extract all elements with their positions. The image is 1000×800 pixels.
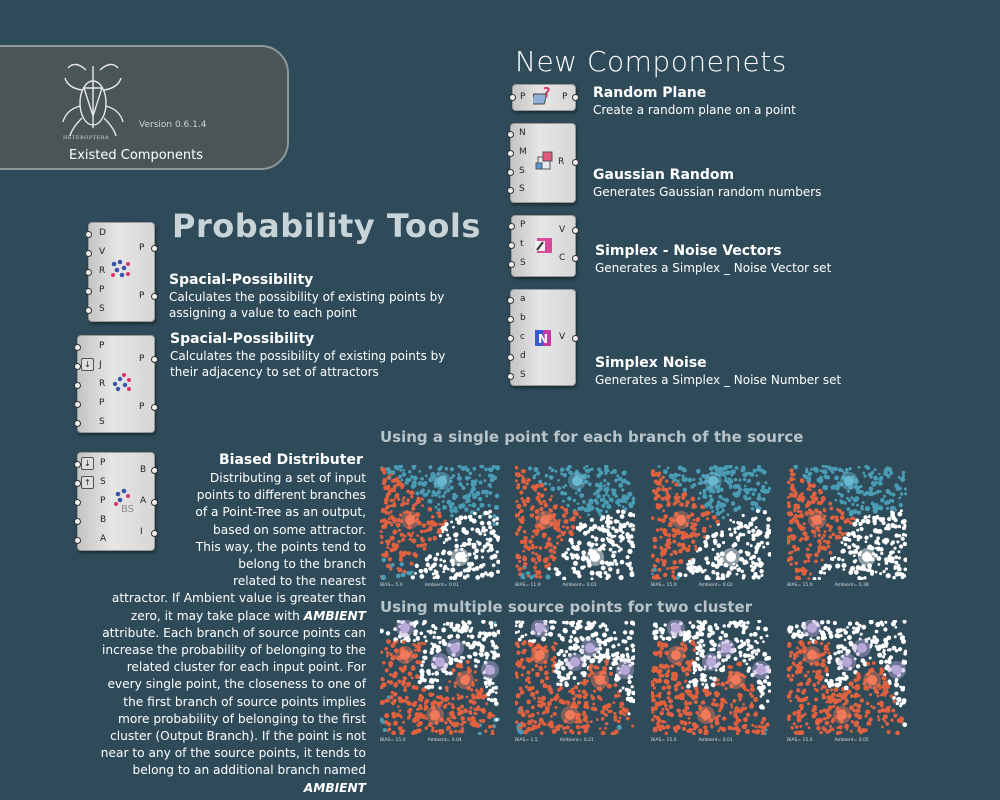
input-pin[interactable] <box>507 150 514 157</box>
simplex-noise-icon <box>532 327 554 349</box>
input-port: P <box>520 92 526 102</box>
input-pin[interactable] <box>507 131 514 138</box>
input-port: t <box>520 239 524 249</box>
input-port: S <box>519 166 525 176</box>
graft-toggle-icon[interactable]: ↑ <box>81 476 94 489</box>
simplex-noise-component[interactable] <box>510 289 576 386</box>
output-port: C <box>559 253 566 263</box>
input-port: S <box>99 417 105 427</box>
bias-value: BIAS= 15.0 <box>651 583 677 588</box>
spacial-possibility-desc-2b: their adjacency to set of attractors <box>170 365 379 379</box>
output-port: P <box>139 243 145 253</box>
input-port: b <box>520 313 526 323</box>
input-port: P <box>520 220 526 230</box>
input-pin[interactable] <box>74 461 81 468</box>
input-pin[interactable] <box>507 354 514 361</box>
desc-line: every single point, the closeness to one of <box>107 677 366 692</box>
probability-tools-heading: Probability Tools <box>172 207 481 245</box>
spacial-possibility-desc-1a: Calculates the possibility of existing points by <box>169 290 445 304</box>
input-port: P <box>100 496 106 506</box>
random-plane-component[interactable] <box>512 84 576 111</box>
input-pin[interactable] <box>85 288 92 295</box>
output-port: B <box>140 465 147 475</box>
desc-line-text: zero, it may take place with <box>130 608 304 623</box>
input-pin[interactable] <box>508 242 515 249</box>
bias-value: BIAS= 15.0 <box>787 738 813 743</box>
desc-line: belong to the branch <box>238 557 366 572</box>
simplex-vectors-desc: Generates a Simplex _ Noise Vector set <box>595 261 832 275</box>
spacial-possibility-desc-2a: Calculates the possibility of existing points by <box>170 349 446 363</box>
desc-line <box>66 780 366 797</box>
input-port: S <box>519 184 525 194</box>
single-caption-4 <box>787 583 869 588</box>
simplex-noise-vectors-component[interactable] <box>511 215 576 277</box>
output-port: I <box>140 527 143 537</box>
random-plane-title: Random Plane <box>593 85 707 101</box>
desc-line: near to any of the source points, it tends to <box>100 746 366 761</box>
multiple-dot-panel-1 <box>380 620 500 735</box>
new-components-heading: New Componenets <box>515 45 787 78</box>
desc-line: This way, the points tend to <box>195 539 366 554</box>
single-dot-panel-2 <box>515 465 635 580</box>
ambient-value: Ambient= 0.05 <box>834 738 869 743</box>
bias-value: BIAS= 5.0 <box>380 583 403 588</box>
simplex-noise-desc: Generates a Simplex _ Noise Number set <box>595 373 842 387</box>
ambient-value: Ambient= 0.01 <box>698 738 733 743</box>
gaussian-dice-icon <box>533 149 557 173</box>
desc-line: attractor. If Ambient value is greater than <box>111 591 366 606</box>
input-pin[interactable] <box>74 401 81 408</box>
input-port: A <box>100 534 107 544</box>
input-pin[interactable] <box>74 344 81 351</box>
input-pin[interactable] <box>74 363 81 370</box>
bias-value: BIAS= 15.0 <box>787 583 813 588</box>
input-pin[interactable] <box>508 223 515 230</box>
spacial-possibility-desc-1b: assigning a value to each point <box>169 306 357 320</box>
input-pin[interactable] <box>85 307 92 314</box>
input-pin[interactable] <box>507 316 514 323</box>
multiple-caption-2 <box>515 738 594 743</box>
output-pin[interactable] <box>151 245 158 252</box>
ambient-value: Ambient= 0.01 <box>562 583 597 588</box>
biased-icon-text: BS <box>121 504 135 515</box>
output-port: P <box>139 291 145 301</box>
biased-distributer-description <box>66 470 366 797</box>
input-pin[interactable] <box>74 382 81 389</box>
simplex-vector-icon <box>533 235 555 257</box>
input-port: P <box>99 398 105 408</box>
attractor-points-icon <box>110 370 134 394</box>
output-pin[interactable] <box>151 404 158 411</box>
output-pin[interactable] <box>572 335 579 342</box>
gaussian-random-desc: Generates Gaussian random numbers <box>593 185 822 199</box>
input-port: c <box>520 332 525 342</box>
ambient-value: Ambient= 0.38 <box>834 583 869 588</box>
input-port: S <box>520 258 526 268</box>
output-port: P <box>139 354 145 364</box>
multiple-points-section-title: Using multiple source points for two cluster <box>380 598 753 616</box>
spacial-possibility-component-2[interactable] <box>77 335 155 433</box>
flatten-toggle-icon[interactable]: ↓ <box>81 457 94 470</box>
multiple-dot-panel-4 <box>787 620 907 735</box>
input-port: J <box>99 360 102 370</box>
heteroptera-bug-logo-icon <box>60 58 126 136</box>
points-cluster-icon <box>108 256 134 282</box>
desc-line: points to different branches <box>196 488 366 503</box>
multiple-dot-panel-3 <box>651 620 771 735</box>
multiple-caption-3 <box>651 738 733 743</box>
input-port: S <box>99 304 105 314</box>
desc-line: of a Point-Tree as an output, <box>195 505 366 520</box>
desc-line: cluster (Output Branch). If the point is not <box>110 729 366 744</box>
bias-value: BIAS= 15.0 <box>380 738 406 743</box>
desc-line: Distributing a set of input <box>209 471 366 485</box>
existed-components-link[interactable]: Existed Components <box>69 148 204 163</box>
single-dot-panel-4 <box>787 465 907 580</box>
input-port: P <box>99 285 105 295</box>
logo-text: HETEROPTERA <box>63 135 110 141</box>
ambient-value: Ambient= 0.01 <box>424 583 459 588</box>
input-port: B <box>100 515 107 525</box>
output-pin[interactable] <box>572 94 579 101</box>
input-pin[interactable] <box>85 269 92 276</box>
ambient-emphasis: AMBIENT <box>303 608 366 623</box>
input-port: S <box>520 370 526 380</box>
svg-text:N: N <box>538 332 549 346</box>
input-port: N <box>519 128 526 138</box>
svg-text:?: ? <box>543 86 551 101</box>
input-pin[interactable] <box>507 297 514 304</box>
random-plane-desc: Create a random plane on a point <box>593 103 796 117</box>
output-pin[interactable] <box>151 293 158 300</box>
biased-distributer-title: Biased Distributer <box>219 452 363 468</box>
simplex-noise-title: Simplex Noise <box>595 355 707 371</box>
bias-value: BIAS= 1.5 <box>515 738 538 743</box>
ambient-emphasis: AMBIENT <box>303 780 366 795</box>
single-dot-panel-3 <box>651 465 771 580</box>
output-port: R <box>558 157 565 167</box>
output-pin[interactable] <box>572 159 579 166</box>
desc-line: increase the probability of belonging to the <box>101 643 366 658</box>
desc-line: belong to an additional branch named <box>132 763 366 778</box>
ambient-value: Ambient= 0.04 <box>427 738 462 743</box>
input-pin[interactable] <box>507 373 514 380</box>
input-port: P <box>100 458 106 468</box>
input-port: R <box>99 266 106 276</box>
input-pin[interactable] <box>507 187 514 194</box>
simplex-vectors-title: Simplex - Noise Vectors <box>595 243 782 259</box>
input-pin[interactable] <box>85 250 92 257</box>
gaussian-random-component[interactable] <box>510 123 576 203</box>
flatten-toggle-icon[interactable]: ↓ <box>81 358 94 371</box>
input-pin[interactable] <box>509 94 516 101</box>
desc-line: based on some attractor. <box>213 522 366 537</box>
desc-line: related to the nearest <box>232 574 366 589</box>
output-port: V <box>559 225 566 235</box>
gaussian-random-title: Gaussian Random <box>593 167 735 183</box>
version-label: Version 0.6.1.4 <box>139 120 207 130</box>
output-port: P <box>562 92 568 102</box>
bias-value: BIAS= 11.9 <box>515 583 541 588</box>
output-port: A <box>140 496 147 506</box>
input-port: P <box>99 341 105 351</box>
ambient-value: Ambient= 0.02 <box>698 583 733 588</box>
input-port: M <box>519 147 527 157</box>
input-port: a <box>520 294 526 304</box>
ambient-value: Ambient= 0.21 <box>559 738 594 743</box>
single-caption-2 <box>515 583 597 588</box>
multiple-caption-1 <box>380 738 462 743</box>
input-port: D <box>99 228 106 238</box>
output-port: P <box>139 402 145 412</box>
spacial-possibility-component-1[interactable] <box>88 222 155 322</box>
input-port: V <box>99 247 106 257</box>
input-port: d <box>520 351 526 361</box>
spacial-possibility-title-2: Spacial-Possibility <box>170 331 315 347</box>
spacial-possibility-title-1: Spacial-Possibility <box>169 272 314 288</box>
output-pin[interactable] <box>572 227 579 234</box>
input-pin[interactable] <box>507 335 514 342</box>
input-port: S <box>100 477 106 487</box>
output-port: V <box>559 332 566 342</box>
output-pin[interactable] <box>572 255 579 262</box>
multiple-dot-panel-2 <box>515 620 635 735</box>
input-pin[interactable] <box>85 231 92 238</box>
desc-line: more probability of belonging to the first <box>117 711 366 726</box>
output-pin[interactable] <box>151 356 158 363</box>
multiple-caption-4 <box>787 738 869 743</box>
single-caption-3 <box>651 583 733 588</box>
desc-line: the first branch of source points implies <box>123 694 366 709</box>
random-plane-icon <box>533 86 555 108</box>
single-caption-1 <box>380 583 459 588</box>
desc-line <box>66 608 366 625</box>
single-point-section-title: Using a single point for each branch of the source <box>380 428 804 446</box>
input-pin[interactable] <box>507 169 514 176</box>
desc-line: related cluster for each input point. For <box>126 660 366 675</box>
desc-line: attribute. Each branch of source points can <box>102 625 366 640</box>
input-pin[interactable] <box>508 261 515 268</box>
bias-value: BIAS= 15.0 <box>651 738 677 743</box>
single-dot-panel-1 <box>380 465 500 580</box>
input-pin[interactable] <box>74 420 81 427</box>
input-port: R <box>99 379 106 389</box>
